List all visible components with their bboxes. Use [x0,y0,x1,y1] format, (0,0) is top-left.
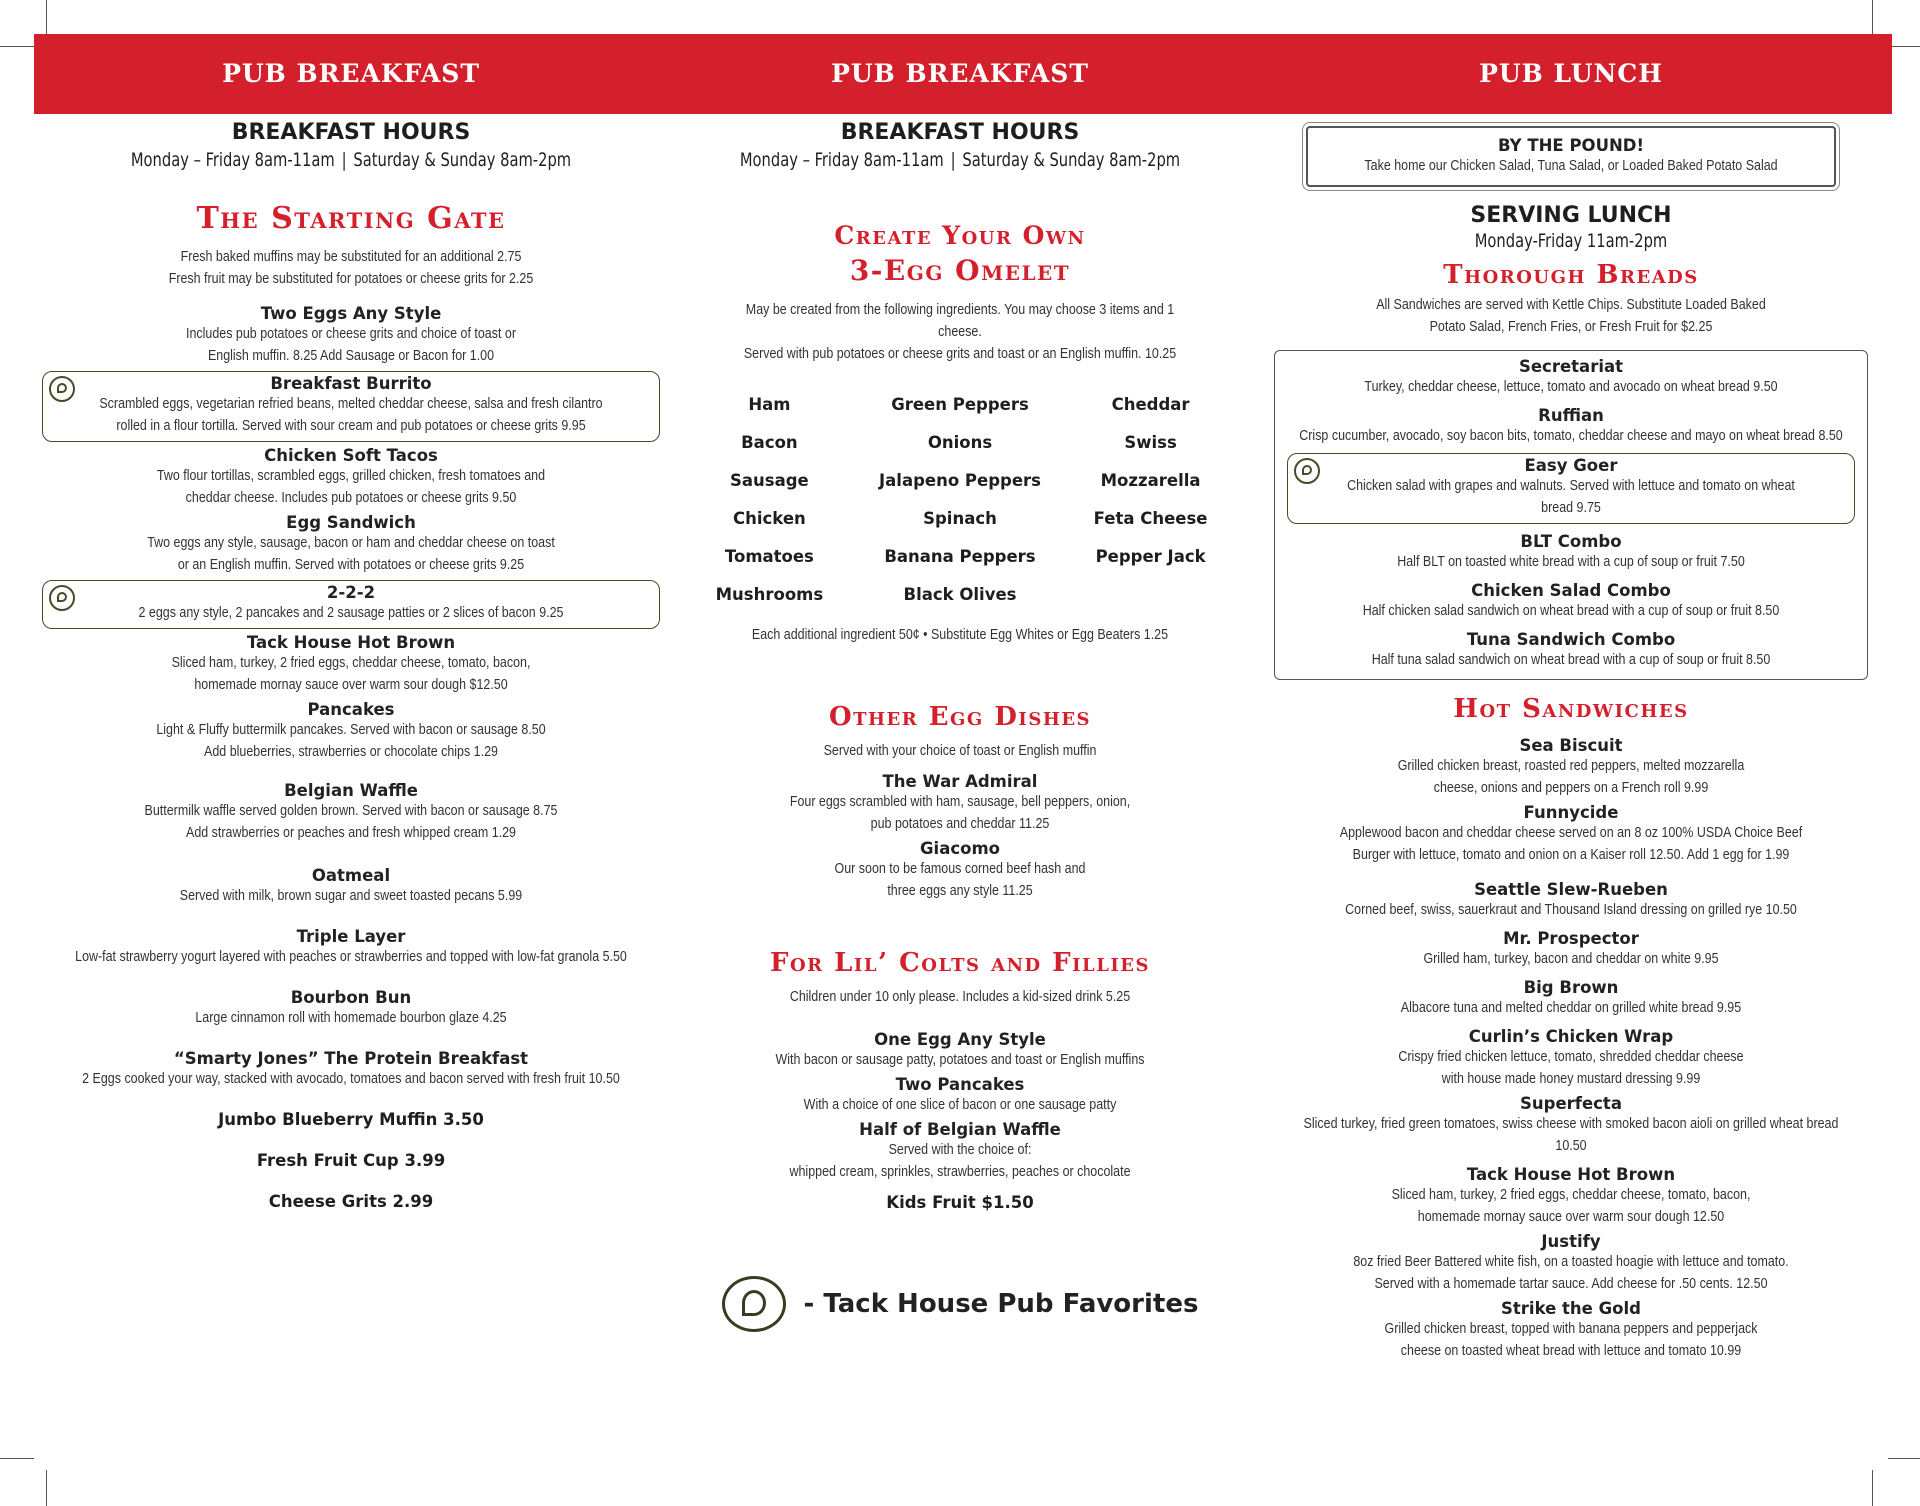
crop-mark [46,1470,47,1506]
lunch-hours-title: SERVING LUNCH [1470,203,1672,228]
menu-item: Tack House Hot Brown Sliced ham, turkey, 2 fried eggs, cheddar cheese, tomato, bacon, homemade mornay sauce over warm sour dough 12.50 [1391,1165,1751,1225]
menu-item: Ruffian Crisp cucumber, avocado, soy bacon bits, tomato, cheddar cheese and mayo on wheat bread 8.50 [1299,406,1843,444]
ingredient: Mozzarella [1100,471,1201,490]
menu-item: Chicken Soft Tacos Two flour tortillas, scrambled eggs, grilled chicken, fresh tomatoes and cheddar cheese. Includes pub potatoes or cheese grits 9.50 [156,446,546,506]
ingredient: Black Olives [903,585,1017,604]
menu-item: Pancakes Light & Fluffy buttermilk pancakes. Served with bacon or sausage 8.50 Add blueberries, strawberries or chocolate chips 1.29 [156,700,546,760]
thorough-breads-desc: Potato Salad, French Fries, or Fresh Fruit for $2.25 [1429,319,1713,335]
ingredient: Spinach [923,509,997,528]
menu-item-favorite: Breakfast Burrito Scrambled eggs, vegetarian refried beans, melted cheddar cheese, salsa and fresh cilantro rolled in a flour tortilla. Served with sour cream and pub potatoes or cheese grits 9.95 [42,371,660,442]
menu-item: Oatmeal Served with milk, brown sugar and sweet toasted pecans 5.99 [179,866,523,904]
omelet-description: May be created from the following ingredients. You may choose 3 items and 1 cheese. [745,302,1175,340]
omelet-description: Served with pub potatoes or cheese grits and toast or an English muffin. 10.25 [743,346,1177,362]
ingredient: Sausage [730,471,809,490]
column-breakfast-middle [690,114,1230,1332]
menu-item: Bourbon Bun Large cinnamon roll with homemade bourbon glaze 4.25 [195,988,507,1026]
by-the-pound-desc: Take home our Chicken Salad, Tuna Salad, or Loaded Baked Potato Salad [1364,158,1778,174]
ingredient: Green Peppers [891,395,1029,414]
menu-item: Sea Biscuit Grilled chicken breast, roasted red peppers, melted mozzarella cheese, onions and peppers on a French roll 9.99 [1397,736,1745,796]
column-lunch [1282,114,1860,1362]
horseshoe-favorite-icon [49,585,75,611]
breakfast-hours: Monday – Friday 8am-11am | Saturday & Sunday 8am-2pm [739,149,1181,171]
section-title-omelet-2: 3-Egg Omelet [849,254,1071,287]
section-title-hot-sandwiches: Hot Sandwiches [1453,694,1689,724]
favorites-legend: - Tack House Pub Favorites [690,1276,1230,1332]
menu-item: Mr. Prospector Grilled ham, turkey, bacon and cheddar on white 9.95 [1423,929,1719,967]
lunch-hours: Monday-Friday 11am-2pm [1474,230,1668,252]
starting-gate-note: Fresh baked muffins may be substituted for an additional 2.75 [180,249,522,265]
menu-item: Seattle Slew-Rueben Corned beef, swiss, sauerkraut and Thousand Island dressing on grilled rye 10.50 [1345,880,1797,918]
extra-item: Jumbo Blueberry Muffin 3.50 [218,1110,484,1129]
menu-item: Giacomo Our soon to be famous corned beef hash and three eggs any style 11.25 [834,839,1086,899]
menu-item: Superfecta Sliced turkey, fried green tomatoes, swiss cheese with smoked bacon aioli on grilled wheat bread 10.50 [1303,1094,1839,1154]
menu-item: Half of Belgian Waffle Served with the choice of: whipped cream, sprinkles, strawberries, peaches or chocolate [789,1120,1131,1180]
ingredient: Pepper Jack [1095,547,1206,566]
menu-item: “Smarty Jones” The Protein Breakfast 2 Eggs cooked your way, stacked with avocado, tomatoes and bacon served with fresh fruit 10.50 [82,1049,620,1087]
menu-item: Two Pancakes With a choice of one slice of bacon or one sausage patty [803,1075,1117,1113]
menu-item: Big Brown Albacore tuna and melted cheddar on grilled white bread 9.95 [1400,978,1742,1016]
by-the-pound-title: BY THE POUND! [1498,136,1644,155]
crop-mark [0,1458,34,1459]
crop-mark [1872,0,1873,34]
starting-gate-note: Fresh fruit may be substituted for potatoes or cheese grits for 2.25 [168,271,534,287]
cold-sandwich-box [1274,350,1868,680]
menu-item: Two Eggs Any Style Includes pub potatoes or cheese grits and choice of toast or English muffin. 8.25 Add Sausage or Bacon for 1.00 [186,304,516,364]
section-title-omelet: Create Your Own [834,221,1086,250]
ingredient: Onions [927,433,993,452]
header-title-breakfast: PUB BREAKFAST [222,59,480,88]
crop-mark [1888,1458,1920,1459]
header-title-breakfast-2: PUB BREAKFAST [831,59,1089,88]
header-band [34,34,1892,114]
horseshoe-favorite-icon [49,376,75,402]
menu-item-favorite: Easy Goer Chicken salad with grapes and walnuts. Served with lettuce and tomato on wheat bread 9.75 [1287,453,1855,524]
menu-item: Belgian Waffle Buttermilk waffle served golden brown. Served with bacon or sausage 8.75 Add strawberries or peaches and fresh whipped cream 1.29 [144,781,558,841]
extra-item: Fresh Fruit Cup 3.99 [256,1151,446,1170]
ingredient: Feta Cheese [1093,509,1208,528]
by-the-pound-box [1306,126,1836,187]
ingredient: Cheddar [1111,395,1190,414]
section-title-kids: For Lil’ Colts and Fillies [769,948,1151,978]
breakfast-hours: Monday – Friday 8am-11am | Saturday & Sunday 8am-2pm [130,149,572,171]
ingredient: Bacon [741,433,798,452]
section-title-starting-gate: The Starting Gate [196,201,506,236]
menu-item: Secretariat Turkey, cheddar cheese, lettuce, tomato and avocado on wheat bread 9.50 [1364,357,1778,395]
menu-item: Tack House Hot Brown Sliced ham, turkey, 2 fried eggs, cheddar cheese, tomato, bacon, homemade mornay sauce over warm sour dough $12.50 [171,633,531,693]
breakfast-hours-title: BREAKFAST HOURS [840,120,1080,145]
horseshoe-favorite-icon [1294,458,1320,484]
crop-mark [1888,46,1920,47]
ingredient: Chicken [733,509,806,528]
menu-item: Justify 8oz fried Beer Battered white fish, on a toasted hoagie with lettuce and tomato. Served with a homemade tartar sauce. Add cheese for .50 cents. 12.50 [1353,1232,1789,1292]
omelet-note: Each additional ingredient 50¢ • Substitute Egg Whites or Egg Beaters 1.25 [751,627,1169,643]
ingredient: Swiss [1124,433,1177,452]
ingredient: Jalapeno Peppers [879,471,1041,490]
horseshoe-favorite-icon [722,1276,786,1332]
header-title-lunch: PUB LUNCH [1479,59,1663,88]
kids-fruit: Kids Fruit $1.50 [886,1193,1034,1212]
extra-item: Cheese Grits 2.99 [268,1192,434,1211]
ingredient: Banana Peppers [884,547,1036,566]
menu-item: Tuna Sandwich Combo Half tuna salad sandwich on wheat bread with a cup of soup or fruit 8.50 [1371,630,1771,668]
ingredient: Mushrooms [715,585,824,604]
crop-mark [0,46,34,47]
ingredient: Tomatoes [724,547,814,566]
breakfast-hours-title: BREAKFAST HOURS [231,120,471,145]
ingredient-grid [690,395,1230,604]
menu-item: Funnycide Applewood bacon and cheddar cheese served on an 8 oz 100% USDA Choice Beef Burger with lettuce, tomato and onion on a Kaiser roll 12.50. Add 1 egg for 1.99 [1339,803,1803,863]
section-title-other-eggs: Other Egg Dishes [828,702,1092,732]
ingredient [1071,585,1230,604]
menu-item: Chicken Salad Combo Half chicken salad sandwich on wheat bread with a cup of soup or fruit 8.50 [1362,581,1780,619]
crop-mark [46,0,47,34]
menu-item: Triple Layer Low-fat strawberry yogurt layered with peaches or strawberries and topped with low-fat granola 5.50 [75,927,627,965]
menu-item: Egg Sandwich Two eggs any style, sausage, bacon or ham and cheddar cheese on toast or an English muffin. Served with potatoes or cheese grits 9.25 [147,513,555,573]
column-breakfast-left [64,114,638,1211]
thorough-breads-desc: All Sandwiches are served with Kettle Chips. Substitute Loaded Baked [1376,297,1766,313]
menu-item-favorite: 2-2-2 2 eggs any style, 2 pancakes and 2 sausage patties or 2 slices of bacon 9.25 [42,580,660,629]
menu-item: Curlin’s Chicken Wrap Crispy fried chicken lettuce, tomato, shredded cheddar cheese with house made honey mustard dressing 9.99 [1398,1027,1744,1087]
menu-item: Strike the Gold Grilled chicken breast, topped with banana peppers and pepperjack cheese on toasted wheat bread with lettuce and tomato 10.99 [1384,1299,1758,1359]
section-title-thorough-breads: Thorough Breads [1443,260,1699,290]
ingredient: Ham [748,395,791,414]
kids-subtitle: Children under 10 only please. Includes a kid-sized drink 5.25 [789,989,1131,1005]
other-eggs-subtitle: Served with your choice of toast or English muffin [823,743,1097,759]
menu-item: One Egg Any Style With bacon or sausage patty, potatoes and toast or English muffins [775,1030,1145,1068]
menu-item: The War Admiral Four eggs scrambled with ham, sausage, bell peppers, onion, pub potatoes and cheddar 11.25 [789,772,1131,832]
crop-mark [1872,1470,1873,1506]
menu-item: BLT Combo Half BLT on toasted white bread with a cup of soup or fruit 7.50 [1397,532,1745,570]
